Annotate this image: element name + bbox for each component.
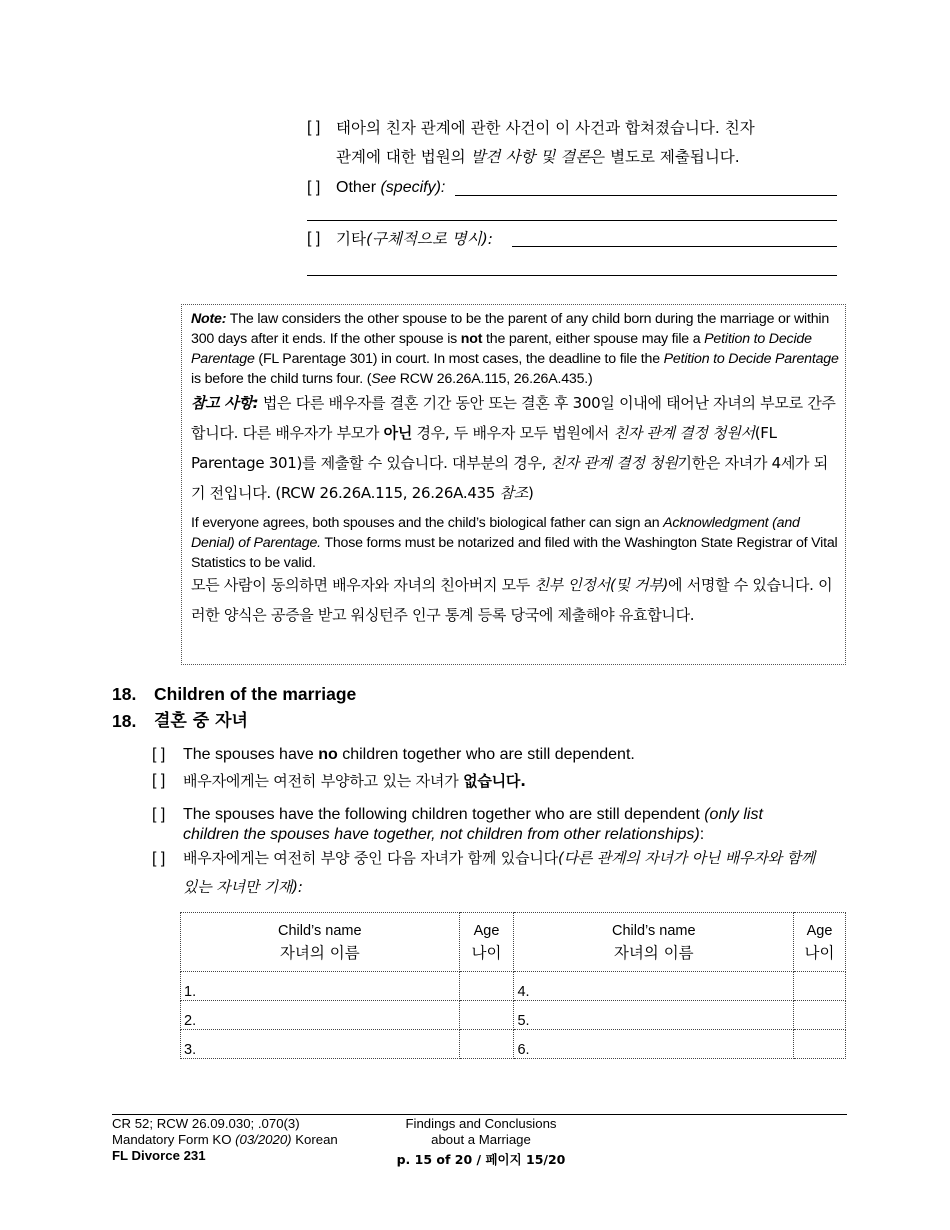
has-children-ko-text (183, 844, 833, 902)
footer-form-date: (03/2020) (235, 1132, 292, 1147)
note-ko-text: 법은 다른 배우자를 결혼 기간 동안 또는 결혼 후 300일 이내에 태어난 자녀의 부모로 간주합니다. 다른 배우자가 부모가 (191, 394, 836, 442)
agreement-english-paragraph (191, 513, 839, 573)
footer-doc-title: Findings and Conclusions (405, 1116, 557, 1131)
section-18-number: 18. (112, 684, 137, 704)
section-18-title: Children of the marriage (154, 684, 357, 704)
opt1-no-bold: no (318, 746, 338, 763)
note-ko-text: (FL Parentage 301)를 제출할 수 있습니다. 대부분의 경우, (191, 424, 777, 472)
footer-form-id: FL Divorce 231 (112, 1148, 206, 1163)
merged-text-c: 은 별도로 제출됩니다. (590, 148, 740, 166)
note-ko-see-italic: 참조 (499, 484, 528, 502)
no-children-text (183, 745, 823, 765)
footer-form-lang: Korean (291, 1132, 338, 1147)
note-ko-petition-italic: 친자 관계 결정 청원서 (613, 424, 755, 442)
footer-divider (112, 1114, 847, 1115)
note-text: is before the child turns four. ( (191, 371, 372, 387)
other-ko-specify-field-line2[interactable] (307, 275, 837, 276)
child-name-cell[interactable]: 1. (181, 972, 460, 1001)
note-text: (FL Parentage 301) in court. In most cases, the deadline to file the (254, 351, 664, 367)
other-ko-word: 기타 (336, 230, 366, 248)
note-ko-text: 기한은 자녀가 4세가 되기 전입니다. (RCW 26.26A.115, 26.26A.435 (191, 454, 828, 502)
other-ko-specify: (구체적으로 명시): (365, 230, 494, 248)
child-age-cell[interactable] (459, 1001, 514, 1030)
note-not-bold: not (460, 331, 483, 347)
footer-form-a: Mandatory Form KO (112, 1132, 236, 1147)
opt1-ko-none-bold: 없습니다. (463, 772, 526, 790)
note-petition-italic: Petition to Decide Parentage (191, 331, 812, 367)
child-name-header-en: Child’s name (611, 923, 696, 939)
note-text: RCW 26.26A.115, 26.26A.435.) (395, 371, 593, 387)
age-header-ko: 나이 (471, 944, 502, 962)
child-name-header (514, 913, 794, 972)
footer-doc-subtitle: about a Marriage (431, 1132, 531, 1147)
child-name-cell[interactable]: 4. (514, 972, 794, 1001)
table-row (181, 1030, 846, 1059)
has-children-ko-checkbox[interactable]: [ ] (152, 850, 166, 867)
opt1-a: The spouses have (183, 746, 319, 763)
opt2-a: The spouses have the following children together who are still dependent (183, 806, 705, 823)
child-name-cell[interactable]: 6. (514, 1030, 794, 1059)
child-age-cell[interactable] (459, 972, 514, 1001)
child-name-header-ko: 자녀의 이름 (279, 944, 360, 962)
other-ko-checkbox[interactable]: [ ] (307, 230, 321, 247)
other-word: Other (336, 179, 381, 196)
opt2-ko-a: 배우자에게는 여전히 부양 중인 다음 자녀가 함께 있습니다 (183, 849, 558, 867)
agreement-korean-paragraph (191, 570, 839, 630)
note-text: the parent, either spouse may file a (482, 331, 705, 347)
no-children-ko-text (183, 767, 823, 796)
acknowledgment-italic: Acknowledgment (and Denial) of Parentage. (191, 515, 800, 551)
child-name-cell[interactable]: 5. (514, 1001, 794, 1030)
no-children-ko-checkbox[interactable]: [ ] (152, 772, 166, 789)
no-children-checkbox[interactable]: [ ] (152, 746, 166, 763)
table-row (181, 972, 846, 1001)
merged-text-a: 관계에 대한 법원의 (336, 148, 471, 166)
acknowledgment-ko-italic: 친부 인정서(및 거부) (534, 576, 669, 594)
note-english-paragraph (191, 309, 839, 389)
child-name-header-en: Child’s name (277, 923, 362, 939)
other-specify-field-line1[interactable] (455, 195, 837, 196)
agreement-text: If everyone agrees, both spouses and the child’s biological father can sign an (191, 515, 664, 531)
note-ko-not-bold: 아닌 (383, 424, 413, 442)
child-age-cell[interactable] (794, 972, 846, 1001)
table-row (181, 1001, 846, 1030)
agreement-ko-text: 모든 사람이 동의하면 배우자와 자녀의 친아버지 모두 (191, 576, 535, 594)
child-name-header-ko: 자녀의 이름 (613, 944, 694, 962)
child-age-cell[interactable] (794, 1001, 846, 1030)
merged-checkbox[interactable]: [ ] (307, 119, 321, 136)
note-ko-petition-italic: 친자 관계 결정 청원 (550, 454, 678, 472)
other-checkbox[interactable]: [ ] (307, 179, 321, 196)
child-name-header (181, 913, 460, 972)
footer-form-info (112, 1132, 338, 1148)
section-18-number-ko: 18. (112, 711, 137, 731)
findings-conclusions-italic: 발견 사항 및 결론 (470, 148, 591, 166)
section-18-title-ko: 결혼 중 자녀 (154, 711, 248, 731)
merged-case-text-line1: 태아의 친자 관계에 관한 사건이 이 사건과 합쳐졌습니다. 친자 (336, 119, 755, 137)
note-text: The law considers the other spouse to be the parent of any child born during the marriage or within 300 days after it ends. If the other spouse is (191, 311, 830, 347)
note-ko-text: ) (527, 484, 534, 502)
note-ko-text: 경우, 두 배우자 모두 법원에서 (412, 424, 614, 442)
has-children-checkbox[interactable]: [ ] (152, 806, 166, 823)
note-korean-paragraph (191, 388, 839, 508)
child-age-cell[interactable] (794, 1030, 846, 1059)
age-header (459, 913, 514, 972)
other-specify-field-line2[interactable] (307, 220, 837, 221)
note-petition-italic: Petition to Decide Parentage (663, 351, 839, 367)
footer-statute: CR 52; RCW 26.09.030; .070(3) (112, 1116, 300, 1131)
age-header-en: Age (473, 923, 500, 939)
opt2-c: : (699, 826, 705, 843)
children-table (180, 912, 846, 1059)
note-box (181, 304, 846, 665)
note-ko-label: 참고 사항: (191, 394, 259, 412)
other-label (336, 178, 445, 198)
age-header (794, 913, 846, 972)
opt1-ko-a: 배우자에게는 여전히 부양하고 있는 자녀가 (183, 772, 464, 790)
age-header-ko: 나이 (804, 944, 835, 962)
opt1-c: children together who are still dependent. (337, 746, 635, 763)
opt2-ko-italic: (다른 관계의 자녀가 아닌 배우자와 함께 있는 자녀만 기재): (183, 849, 816, 896)
table-header-row (181, 913, 846, 972)
child-name-cell[interactable]: 2. (181, 1001, 460, 1030)
agreement-text: Those forms must be notarized and filed with the Washington State Registrar of Vital Statistics to be valid. (191, 535, 838, 571)
child-age-cell[interactable] (459, 1030, 514, 1059)
note-see-italic: See (371, 371, 396, 387)
has-children-text (183, 805, 823, 845)
other-ko-specify-field-line1[interactable] (512, 246, 837, 247)
other-specify: (specify): (380, 179, 446, 196)
agreement-ko-text: 에 서명할 수 있습니다. 이러한 양식은 공증을 받고 워싱턴주 인구 통계 등록 당국에 제출해야 유효합니다. (191, 576, 833, 624)
footer-page-number: p. 15 of 20 / 페이지 15/20 (396, 1152, 566, 1167)
age-header-en: Age (806, 923, 833, 939)
note-label: Note: (191, 311, 227, 327)
other-ko-label (336, 229, 493, 249)
merged-case-text-line2 (336, 146, 740, 168)
opt2-italic: (only list children the spouses have together, not children from other relationships) (183, 806, 763, 843)
child-name-cell[interactable]: 3. (181, 1030, 460, 1059)
